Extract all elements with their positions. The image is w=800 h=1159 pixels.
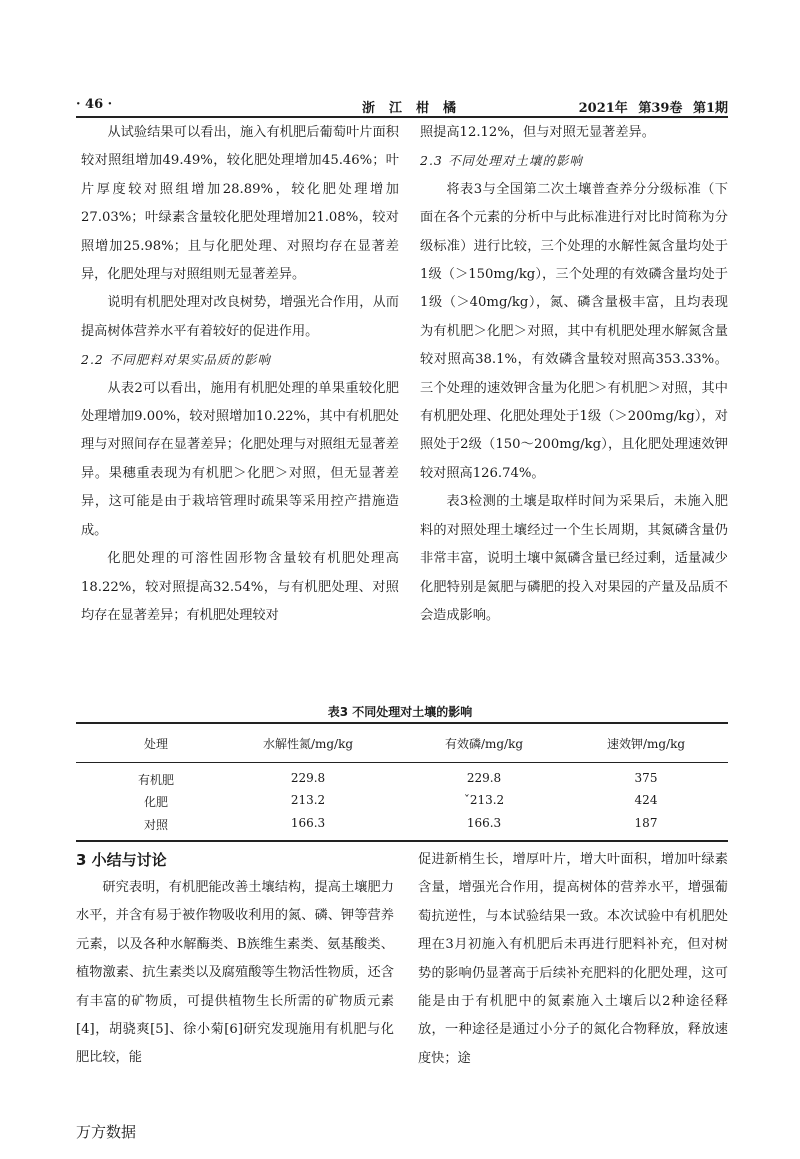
- table-cell: 229.8: [290, 771, 326, 785]
- table-top-rule: [76, 722, 728, 724]
- table-cell: 166.3: [466, 816, 502, 830]
- table-header-row: [76, 735, 728, 755]
- page-number: · 46 ·: [76, 97, 113, 112]
- table-cell: 187: [634, 816, 658, 830]
- paragraph: 说明有机肥处理对改良树势，增强光合作用，从而提高树体营养水平有着较好的促进作用。: [81, 295, 399, 339]
- table-cell: 424: [634, 793, 658, 807]
- column-header: 处理: [143, 737, 169, 751]
- table-caption: 表3 不同处理对土壤的影响: [327, 705, 473, 719]
- right-column: [420, 119, 728, 630]
- paragraph-continued: 照提高12.12%，但与对照无显著差异。: [420, 125, 655, 140]
- paragraph: 表3检测的土壤是取样时间为采果后，未施入肥料的对照处理土壤经过一个生长周期，其氮磷含量仍非常丰富，说明土壤中氮磷含量已经过剩，适量减少化肥特别是氮肥与磷肥的投入对果园的产量及品质不会造成影响。: [420, 494, 728, 623]
- table-cell: 化肥: [143, 795, 169, 809]
- paragraph: 研究表明，有机肥能改善土壤结构，提高土壤肥力水平，并含有易于被作物吸收利用的氮、磷、钾等营养元素，以及各种水解酶类、B族维生素类、氨基酸类、植物激素、抗生素类以及腐殖酸等生物活性物质，还含有丰富的矿物质，可提供植物生长所需的矿物质元素[4]，胡骁爽[5]、徐小菊[6]研究发现施用有机肥与化肥比较，能: [76, 880, 394, 1066]
- issue-info: 2021年 第39卷 第1期: [578, 101, 728, 116]
- table-cell: 229.8: [466, 771, 502, 785]
- journal-name: 浙江柑橘: [361, 101, 471, 116]
- watermark-footer: 万方数据: [76, 1123, 137, 1141]
- table-row: [76, 793, 728, 813]
- left-column: [81, 119, 399, 630]
- section-heading-2-2: 2.2 不同肥料对果实品质的影响: [81, 352, 271, 368]
- paragraph-continued: 促进新梢生长，增厚叶片，增大叶面积，增加叶绿素含量，增强光合作用，提高树体的营养水平，增强葡萄抗逆性，与本试验结果一致。本次试验中有机肥处理在3月初施入有机肥后未再进行肥料补充，但对树势的影响仍显著高于后续补充肥料的化肥处理，这可能是由于有机肥中的氮素施入土壤后以2种途径释放，一种途径是通过小分子的氮化合物释放，释放速度快；途: [418, 852, 728, 1066]
- table-row: [76, 771, 728, 791]
- column-header: 有效磷/mg/kg: [444, 737, 524, 751]
- section-heading-3: 3 小结与讨论: [76, 851, 167, 869]
- paragraph: 化肥处理的可溶性固形物含量较有机肥处理高18.22%，较对照提高32.54%，与有机肥处理、对照均存在显著差异；有机肥处理较对: [81, 551, 399, 623]
- table-cell: 有机肥: [137, 773, 175, 787]
- page-header: [76, 93, 728, 115]
- table-cell: ˇ213.2: [463, 793, 505, 807]
- paragraph: 将表3与全国第二次土壤普查养分分级标准（下面在各个元素的分析中与此标准进行对比时简称为分级标准）进行比较，三个处理的水解性氮含量均处于1级（＞150mg/kg），三个处理的有效磷含量均处于1级（＞40mg/kg），氮、磷含量极丰富，且均表现为有机肥＞化肥＞对照，其中有机肥处理水解氮含量较对照高38.1%，有效磷含量较对照高353.33%。三个处理的速效钾含量为化肥＞有机肥＞对照，其中有机肥处理、化肥处理处于1级（＞200mg/kg），对照处于2级（150～200mg/kg），且化肥处理速效钾较对照高126.74%。: [420, 181, 728, 481]
- section3-right-column: [418, 846, 728, 1073]
- table-bottom-rule: [76, 840, 728, 842]
- table-cell: 166.3: [290, 816, 326, 830]
- paragraph: 从表2可以看出，施用有机肥处理的单果重较化肥处理增加9.00%，较对照增加10.22%，其中有机肥处理与对照间存在显著差异；化肥处理与对照组无显著差异。果穗重表现为有机肥＞化肥＞对照，但无显著差异，这可能是由于栽培管理时疏果等采用控产措施造成。: [81, 380, 399, 538]
- header-rule: [76, 116, 728, 118]
- table-cell: 对照: [143, 818, 169, 832]
- table-header-rule: [76, 762, 728, 763]
- paragraph: 从试验结果可以看出，施入有机肥后葡萄叶片面积较对照组增加49.49%，较化肥处理增加45.46%；叶片厚度较对照组增加28.89%，较化肥处理增加27.03%；叶绿素含量较化肥处理增加21.08%，较对照增加25.98%；且与化肥处理、对照均存在显著差异，化肥处理与对照组则无显著差异。: [81, 125, 399, 283]
- column-header: 水解性氮/mg/kg: [262, 737, 354, 751]
- section-heading-2-3: 2.3 不同处理对土壤的影响: [420, 153, 583, 169]
- column-header: 速效钾/mg/kg: [606, 737, 686, 751]
- table-cell: 375: [634, 771, 658, 785]
- section3-left-column: [76, 846, 394, 1073]
- table-row: [76, 816, 728, 836]
- table-cell: 213.2: [290, 793, 326, 807]
